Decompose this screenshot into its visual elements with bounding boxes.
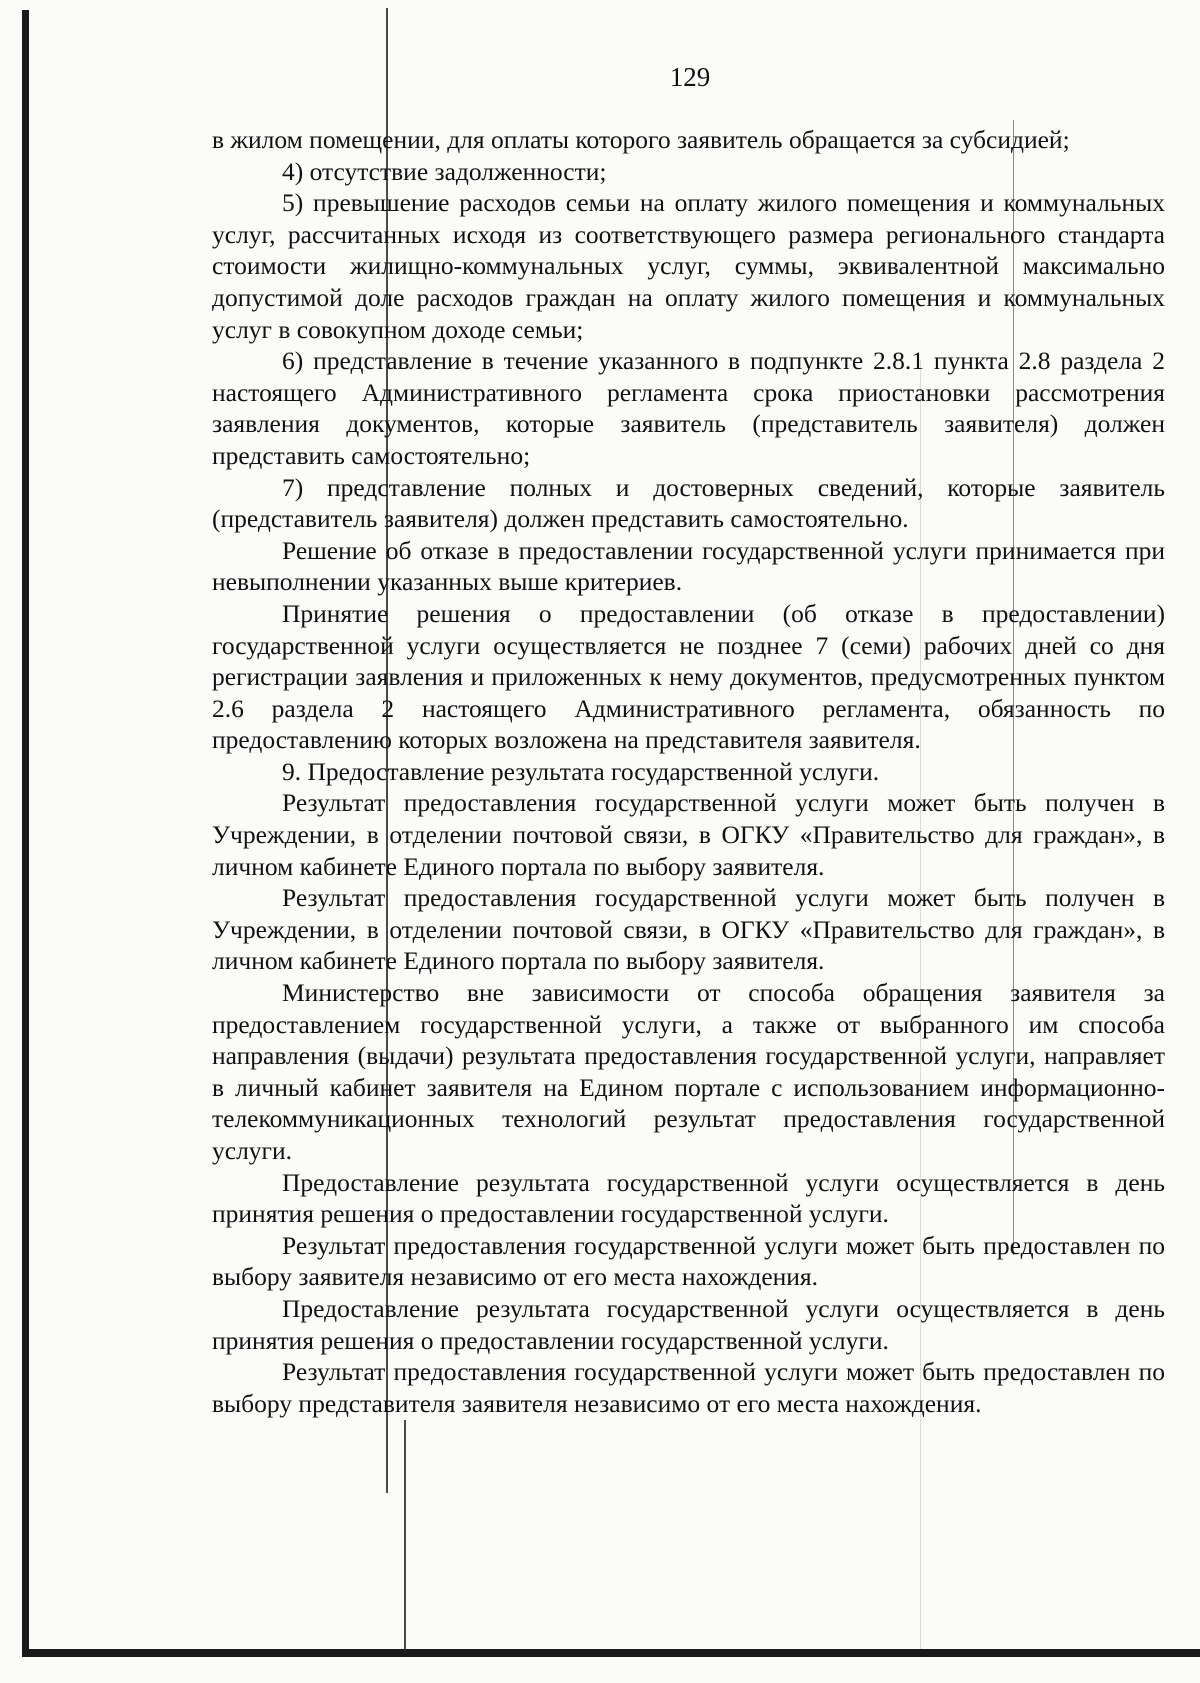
paragraph: Результат предоставления государственной услуги может быть предоставлен по выбору заявителя независимо от его места нахождения. (212, 1230, 1165, 1292)
paragraph: 5) превышение расходов семьи на оплату жилого помещения и коммунальных услуг, рассчитанных исходя из соответствующего размера регионального стандарта стоимости жилищно-коммунальных услуг, суммы, эквивалентной максимально допустимой доле расходов граждан на оплату жилого помещения и коммунальных услуг в совокупном доходе семьи; (212, 188, 1165, 344)
body-text (212, 124, 1165, 1419)
paragraph: 4) отсутствие задолженности; (282, 156, 607, 186)
paragraph: Предоставление результата государственной услуги осуществляется в день принятия решения о предоставлении государственной услуги. (212, 1167, 1165, 1229)
paragraph: в жилом помещении, для оплаты которого заявитель обращается за субсидией; (212, 125, 1070, 154)
paragraph: Результат предоставления государственной услуги может быть получен в Учреждении, в отделении почтовой связи, в ОГКУ «Правительство для граждан», в личном кабинете Единого портала по выбору заявителя. (212, 788, 1165, 881)
scan-fold-line-lower (404, 1420, 406, 1652)
scan-border-left (22, 10, 29, 1655)
paragraph: Результат предоставления государственной услуги может быть предоставлен по выбору представителя заявителя независимо от его места нахождения. (212, 1357, 1165, 1418)
paragraph: 6) представление в течение указанного в подпункте 2.8.1 пункта 2.8 раздела 2 настоящего Административного регламента срока приостановки рассмотрения заявления документов, которые заявитель (представитель заявителя) должен представить самостоятельно; (212, 346, 1165, 470)
paragraph: Решение об отказе в предоставлении государственной услуги принимается при невыполнении указанных выше критериев. (212, 535, 1165, 597)
paragraph: Результат предоставления государственной услуги может быть получен в Учреждении, в отделении почтовой связи, в ОГКУ «Правительство для граждан», в личном кабинете Единого портала по выбору заявителя. (212, 883, 1165, 976)
paragraph: 7) представление полных и достоверных сведений, которые заявитель (представитель заявителя) должен представить самостоятельно. (212, 472, 1165, 534)
paragraph: Принятие решения о предоставлении (об отказе в предоставлении) государственной услуги осуществляется не позднее 7 (семи) рабочих дней со дня регистрации заявления и приложенных к нему документов, предусмотренных пунктом 2.6 раздела 2 настоящего Административного регламента, обязанность по предоставлению которых возложена на представителя заявителя. (212, 598, 1165, 755)
paragraph: Предоставление результата государственной услуги осуществляется в день принятия решения о предоставлении государственной услуги. (212, 1293, 1165, 1355)
scan-border-bottom (22, 1649, 1200, 1657)
paragraph: Министерство вне зависимости от способа обращения заявителя за предоставлением государственной услуги, а также от выбранного им способа направления (выдачи) результата предоставления государственной услуги, направляет в личный кабинет заявителя на Едином портале с использованием информационно-телекоммуникационных технологий результат предоставления государственной услуги. (212, 978, 1165, 1165)
paragraph: 9. Предоставление результата государственной услуги. (282, 756, 880, 786)
page-number: 129 (669, 62, 711, 92)
